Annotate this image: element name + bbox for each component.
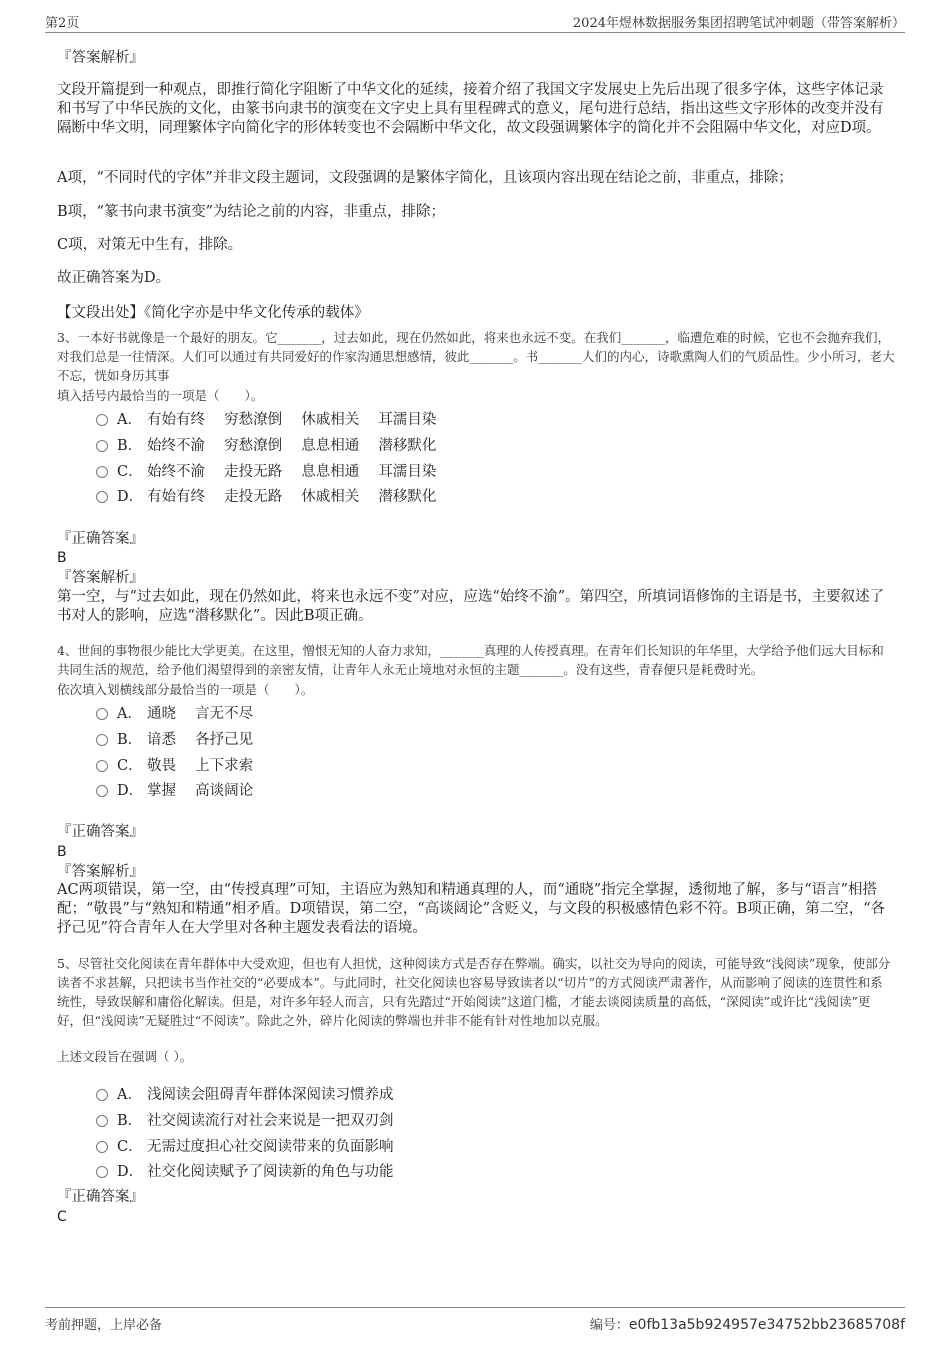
q3-options: [96, 406, 656, 509]
radio-icon[interactable]: [96, 1141, 108, 1153]
radio-icon[interactable]: [96, 440, 108, 452]
footer-slogan: 考前押题，上岸必备: [45, 1318, 163, 1333]
q3-answer-label: 『正确答案』: [57, 531, 144, 547]
q4-answer: B: [57, 844, 67, 860]
radio-icon[interactable]: [96, 1089, 108, 1101]
q2-option-b-analysis: B项，“篆书向隶书演变”为结论之前的内容，非重点，排除；: [57, 204, 445, 220]
radio-icon[interactable]: [96, 708, 108, 720]
q3-instruction: 填入括号内最恰当的一项是（ ）。: [57, 388, 264, 403]
q2-option-a-analysis: A项，“不同时代的字体”并非文段主题词，文段强调的是繁体字简化，且该项内容出现在结论之前，非重点，排除；: [57, 170, 793, 186]
q4-options: [96, 700, 656, 803]
q5-option-b[interactable]: B． 社交阅读流行对社会来说是一把双刃剑: [96, 1107, 656, 1133]
radio-icon[interactable]: [96, 1166, 108, 1178]
q2-analysis-label: 『答案解析』: [57, 50, 144, 66]
radio-icon[interactable]: [96, 414, 108, 426]
q4-stem: 4、世间的事物很少能比大学更美。在这里，憎恨无知的人奋力求知，_______真理的人传授真理。在青年们长知识的年华里，大学给予他们远大目标和共同生活的规范，给予他们渴望得到的亲密友情，让青年人永无止境地对永恒的主题_______。没有这些，青春便只是耗费时光。: [57, 643, 884, 677]
radio-icon[interactable]: [96, 785, 108, 797]
q3-analysis-label: 『答案解析』: [57, 570, 144, 586]
document-title: 2024年煜林数据服务集团招聘笔试冲刺题（带答案解析）: [572, 16, 905, 31]
page-header: [45, 10, 905, 33]
q4-answer-label: 『正确答案』: [57, 824, 144, 840]
q4-option-c[interactable]: C． 敬畏 上下求索: [96, 751, 656, 777]
q3-answer: B: [57, 550, 67, 566]
q2-source: 【文段出处】《简化字亦是中华文化传承的载体》: [57, 305, 369, 321]
q5-options: [96, 1081, 656, 1184]
q4-option-b[interactable]: B． 谙悉 各抒己见: [96, 726, 656, 752]
radio-icon[interactable]: [96, 1115, 108, 1127]
q5-answer: C: [57, 1209, 67, 1225]
q4-instruction: 依次填入划横线部分最恰当的一项是（ ）。: [57, 682, 314, 697]
q5-option-a[interactable]: A． 浅阅读会阻碍青年群体深阅读习惯养成: [96, 1081, 656, 1107]
q5-option-d[interactable]: D． 社交化阅读赋予了阅读新的角色与功能: [96, 1158, 656, 1184]
page-footer: [45, 1307, 905, 1333]
q5-stem: 5、尽管社交化阅读在青年群体中大受欢迎，但也有人担忧，这种阅读方式是否存在弊端。确实，以社交为导向的阅读，可能导致“浅阅读”现象，使部分读者不求甚解，只把读书当作社交的“必要成本”。与此同时，社交化阅读也容易导致读者以“切片”的方式阅读严肃著作，从而影响了阅读的连贯性和系统性，导致误解和庸俗化解读。但是，对许多年轻人而言，只有先踏过“开始阅读”这道门槛，才能去谈阅读质量的高低，“深阅读”或许比“浅阅读”更好，但“浅阅读”无疑胜过“不阅读”。除此之外，碎片化阅读的弊端也并非不能有针对性地加以克服。: [57, 956, 891, 1028]
q4-option-a[interactable]: A． 通晓 言无不尽: [96, 700, 656, 726]
q3-option-c[interactable]: C． 始终不渝 走投无路 息息相通 耳濡目染: [96, 457, 656, 483]
q3-option-a[interactable]: A． 有始有终 穷愁潦倒 休戚相关 耳濡目染: [96, 406, 656, 432]
q2-analysis-text: 文段开篇提到一种观点，即推行简化字阻断了中华文化的延续，接着介绍了我国文字发展史上先后出现了很多字体，这些字体记录和书写了中华民族的文化，由篆书向隶书的演变在文字史上具有里程碑式的意义，尾句进行总结，指出这些文字形体的改变并没有隔断中华文明，同理繁体字向简化字的形体转变也不会隔断中华文化，故文段强调繁体字的简化并不会阻隔中华文化，对应D项。: [57, 82, 884, 136]
q3-analysis: 第一空，与“过去如此，现在仍然如此，将来也永远不变”对应，应选“始终不渝”。第四空，所填词语修饰的主语是书，主要叙述了书对人的影响，应选“潜移默化”。因此B项正确。: [57, 589, 885, 624]
q4-option-d[interactable]: D． 掌握 高谈阔论: [96, 777, 656, 803]
code-label: 编号：: [589, 1318, 629, 1333]
radio-icon[interactable]: [96, 734, 108, 746]
q3-stem: 3、一本好书就像是一个最好的朋友。它_______，过去如此，现在仍然如此，将来也永远不变。在我们_______，临遭危难的时候，它也不会抛弃我们，对我们总是一往情深。人们可以通过有共同爱好的作家沟通思想感情，彼此_______。书_______人们的内心，诗歌熏陶人们的气质品性。少小所习，老大不忘，恍如身历其事: [57, 330, 895, 383]
q2-option-c-analysis: C项，对策无中生有，排除。: [57, 237, 243, 253]
q3-option-b[interactable]: B． 始终不渝 穷愁潦倒 息息相通 潜移默化: [96, 432, 656, 458]
radio-icon[interactable]: [96, 466, 108, 478]
q5-instruction: 上述文段旨在强调（ ）。: [57, 1049, 193, 1064]
page-number: 第2页: [45, 16, 80, 31]
radio-icon[interactable]: [96, 491, 108, 503]
q2-conclusion: 故正确答案为D。: [57, 270, 171, 286]
footer-code: [590, 1314, 905, 1333]
q5-answer-label: 『正确答案』: [57, 1189, 144, 1205]
q5-option-c[interactable]: C． 无需过度担心社交阅读带来的负面影响: [96, 1132, 656, 1158]
q4-analysis-label: 『答案解析』: [57, 864, 144, 880]
code-value: e0fb13a5b924957e34752bb23685708f: [628, 1317, 905, 1333]
radio-icon[interactable]: [96, 760, 108, 772]
q4-analysis: AC两项错误，第一空，由“传授真理”可知，主语应为熟知和精通真理的人，而“通晓”指完全掌握，透彻地了解，多与“语言”相搭配；“敬畏”与“熟知和精通”相矛盾。D项错误，第二空，“高谈阔论”含贬义，与文段的积极感情色彩不符。B项正确，第二空，“各抒己见”符合青年人在大学里对各种主题发表看法的语境。: [57, 882, 886, 936]
q3-option-d[interactable]: D． 有始有终 走投无路 休戚相关 潜移默化: [96, 483, 656, 509]
